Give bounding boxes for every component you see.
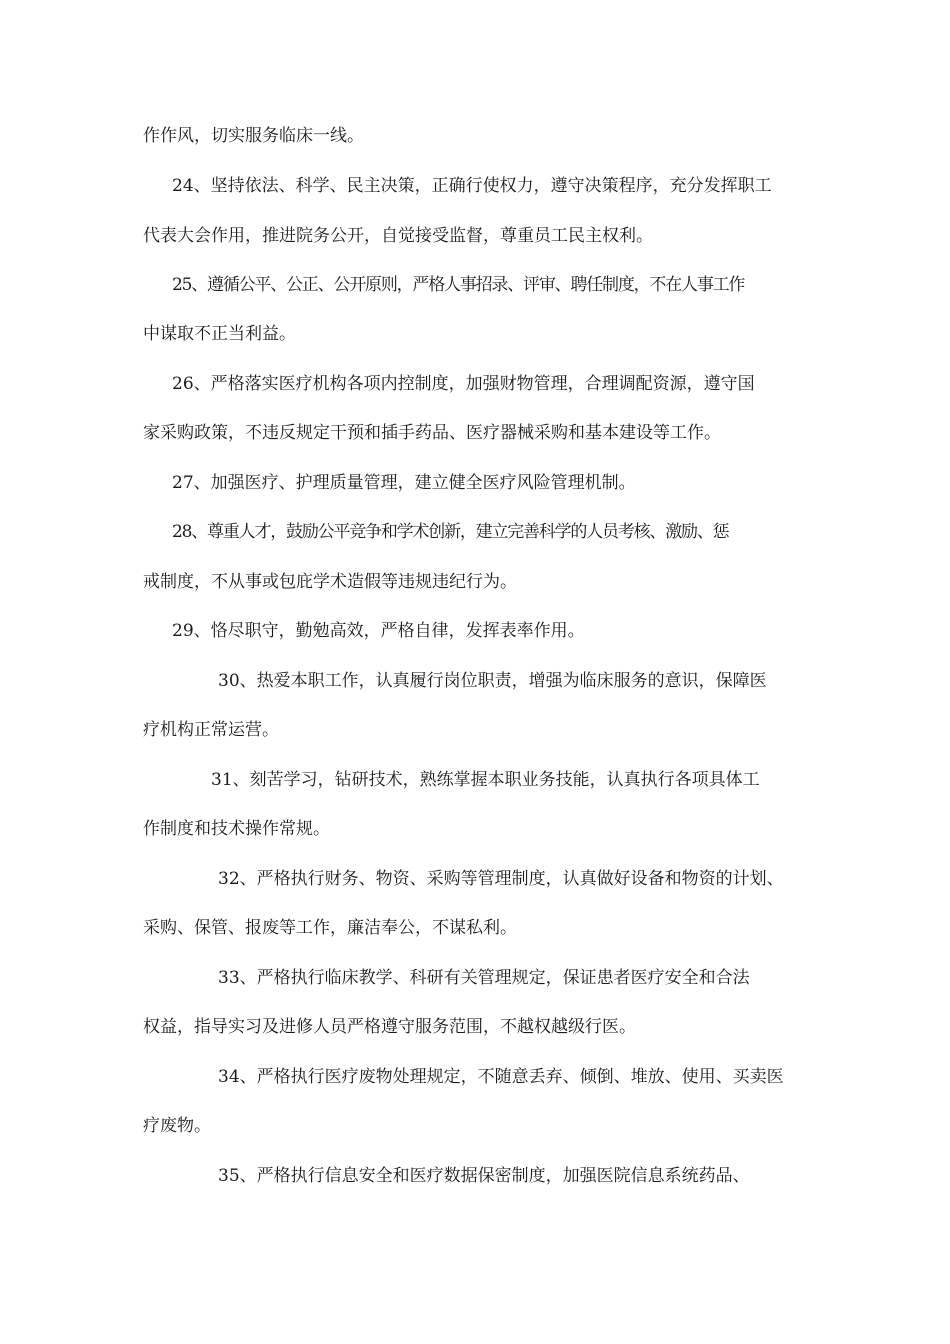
text-line: 27、加强医疗、护理质量管理，建立健全医疗风险管理机制。	[172, 473, 636, 493]
text-line: 25、遵循公平、公正、公开原则，严格人事招录、评审、聘任制度，不在人事工作	[172, 275, 745, 295]
text-line: 作作风，切实服务临床一线。	[143, 126, 364, 146]
text-line: 家采购政策，不违反规定干预和插手药品、医疗器械采购和基本建设等工作。	[143, 423, 721, 443]
text-line: 采购、保管、报废等工作，廉洁奉公，不谋私利。	[143, 918, 517, 938]
text-line: 24、坚持依法、科学、民主决策，正确行使权力，遵守决策程序，充分发挥职工	[172, 176, 772, 196]
text-line: 28、尊重人才，鼓励公平竞争和学术创新，建立完善科学的人员考核、激励、惩	[172, 522, 729, 542]
text-line: 26、严格落实医疗机构各项内控制度，加强财物管理，合理调配资源，遵守国	[172, 374, 755, 394]
text-line: 中谋取不正当利益。	[143, 324, 296, 344]
text-line: 33、严格执行临床教学、科研有关管理规定，保证患者医疗安全和合法	[218, 968, 750, 988]
text-line: 戒制度，不从事或包庇学术造假等违规违纪行为。	[143, 572, 517, 592]
text-line: 权益，指导实习及进修人员严格遵守服务范围，不越权越级行医。	[143, 1017, 636, 1037]
text-line: 疗废物。	[143, 1116, 211, 1136]
text-line: 代表大会作用，推进院务公开，自觉接受监督，尊重员工民主权利。	[143, 226, 653, 246]
text-line: 作制度和技术操作常规。	[143, 819, 330, 839]
text-line: 34、严格执行医疗废物处理规定，不随意丢弃、倾倒、堆放、使用、买卖医	[218, 1067, 784, 1087]
text-line: 30、热爱本职工作，认真履行岗位职责，增强为临床服务的意识，保障医	[218, 671, 767, 691]
text-line: 32、严格执行财务、物资、采购等管理制度，认真做好设备和物资的计划、	[218, 869, 784, 889]
text-line: 35、严格执行信息安全和医疗数据保密制度，加强医院信息系统药品、	[218, 1166, 750, 1186]
text-line: 29、恪尽职守，勤勉高效，严格自律，发挥表率作用。	[172, 621, 585, 641]
text-line: 31、刻苦学习，钻研技术，熟练掌握本职业务技能，认真执行各项具体工	[211, 770, 760, 790]
text-line: 疗机构正常运营。	[143, 720, 279, 740]
